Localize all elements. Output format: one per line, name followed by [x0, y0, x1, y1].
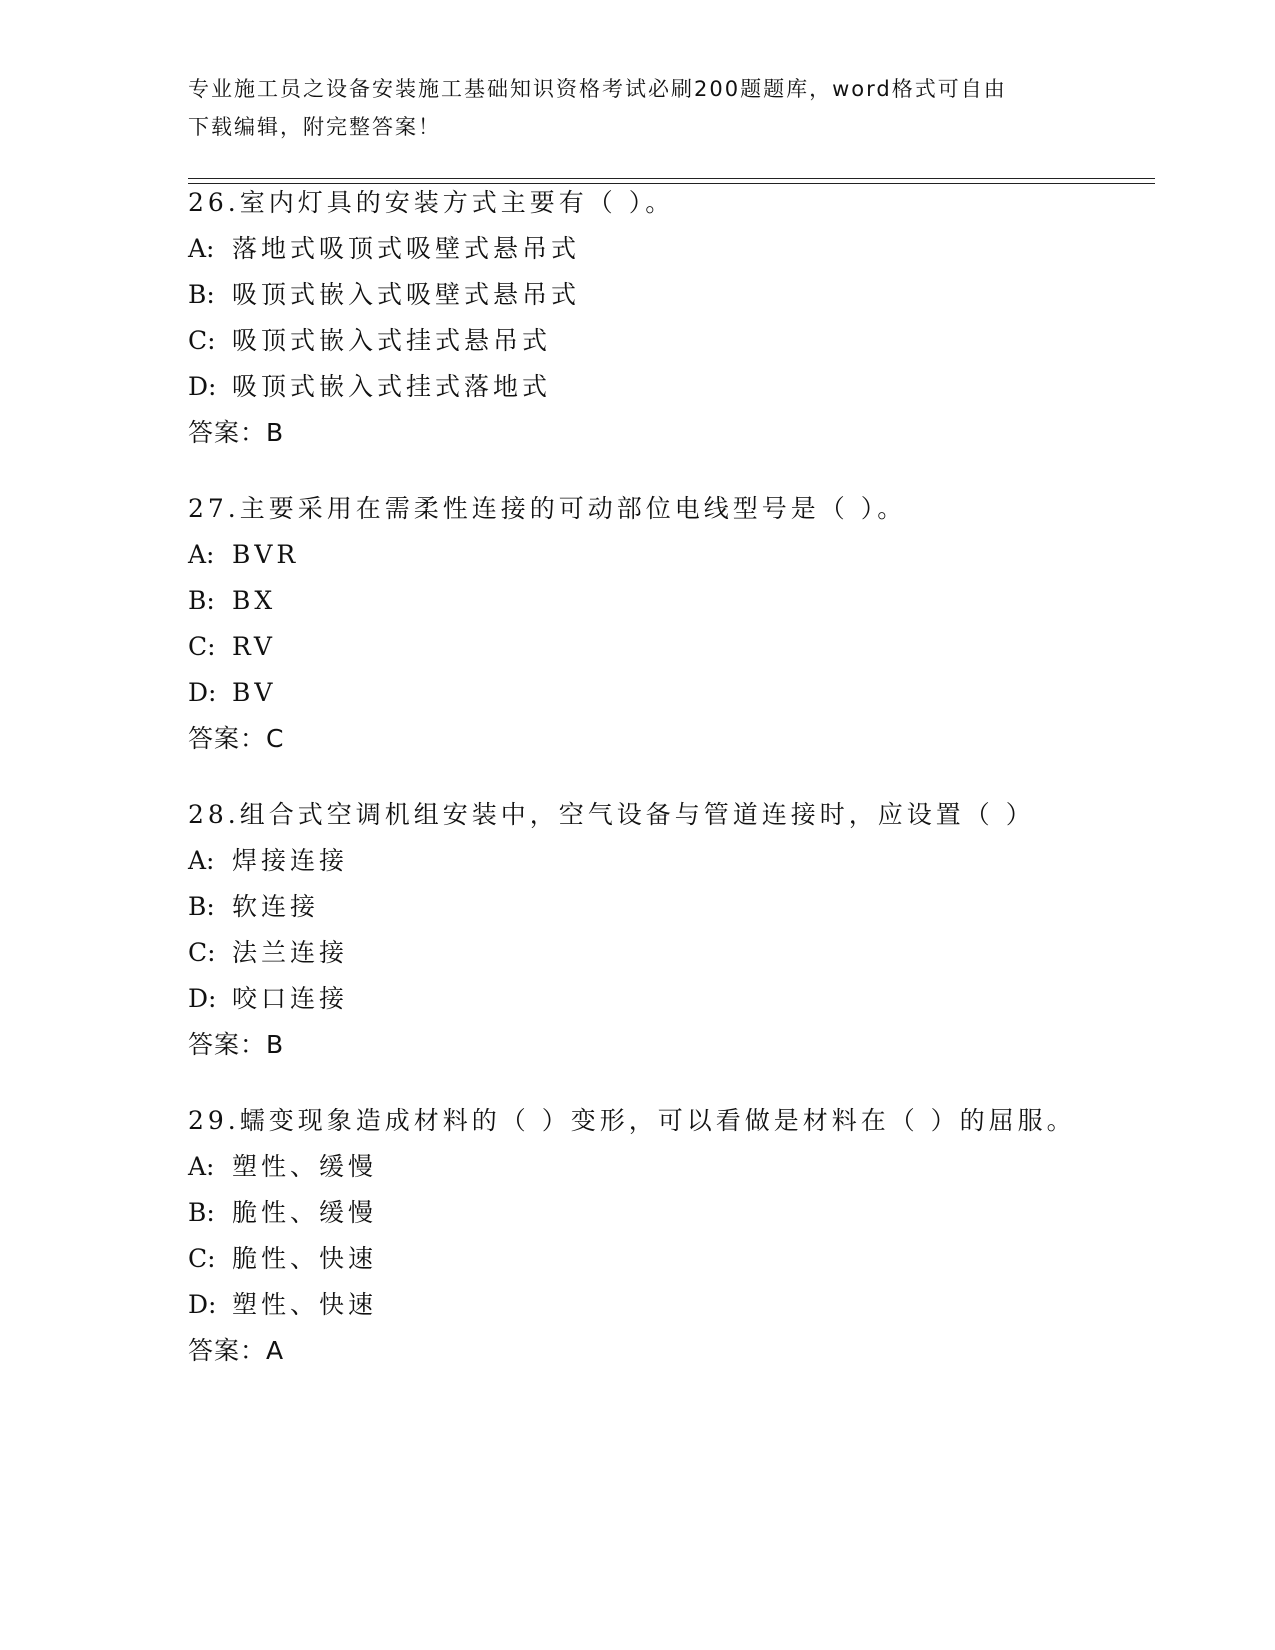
option-label: C:: [188, 938, 216, 967]
option-text: 塑性、快速: [232, 1290, 378, 1319]
option-label: D:: [188, 984, 217, 1013]
option-d: [188, 364, 1148, 410]
option-text: 落地式吸顶式吸壁式悬吊式: [232, 234, 581, 263]
option-c: [188, 930, 1148, 976]
option-c: [188, 624, 1148, 670]
option-label: A:: [188, 1152, 215, 1181]
option-label: B:: [188, 586, 215, 615]
option-label: B:: [188, 280, 215, 309]
option-text: 脆性、快速: [232, 1244, 378, 1273]
option-b: [188, 1190, 1148, 1236]
option-text: 焊接连接: [232, 846, 349, 875]
option-b: [188, 884, 1148, 930]
answer-line: 答案：B: [188, 1030, 285, 1059]
option-d: [188, 976, 1148, 1022]
question-stem: 29.蠕变现象造成材料的（ ）变形，可以看做是材料在（ ）的屈服。: [188, 1106, 1076, 1135]
option-label: D:: [188, 372, 217, 401]
question-block: [188, 486, 1148, 762]
document-header: [188, 70, 1068, 146]
option-text: BX: [232, 586, 277, 615]
option-text: 咬口连接: [232, 984, 349, 1013]
option-a: [188, 838, 1148, 884]
question-stem: 26.室内灯具的安装方式主要有（ ）。: [188, 188, 675, 217]
option-b: [188, 272, 1148, 318]
option-label: D:: [188, 1290, 217, 1319]
answer-line: 答案：B: [188, 418, 285, 447]
option-b: [188, 578, 1148, 624]
question-block: [188, 180, 1148, 456]
option-text: 吸顶式嵌入式挂式悬吊式: [232, 326, 552, 355]
option-text: RV: [232, 632, 276, 661]
option-label: B:: [188, 892, 215, 921]
question-block: [188, 792, 1148, 1068]
option-text: 脆性、缓慢: [232, 1198, 378, 1227]
option-c: [188, 318, 1148, 364]
question-stem: 28.组合式空调机组安装中，空气设备与管道连接时，应设置（ ）: [188, 800, 1035, 829]
option-a: [188, 1144, 1148, 1190]
option-text: BV: [232, 678, 277, 707]
option-text: 软连接: [232, 892, 320, 921]
option-text: 塑性、缓慢: [232, 1152, 378, 1181]
header-divider-top: [188, 178, 1155, 179]
option-text: 法兰连接: [232, 938, 349, 967]
option-a: [188, 532, 1148, 578]
option-label: A:: [188, 540, 215, 569]
option-label: C:: [188, 326, 216, 355]
option-label: A:: [188, 234, 215, 263]
option-d: [188, 1282, 1148, 1328]
option-label: B:: [188, 1198, 215, 1227]
header-line-2: 下载编辑，附完整答案！: [188, 115, 441, 139]
option-text: BVR: [232, 540, 300, 569]
answer-line: 答案：A: [188, 1336, 285, 1365]
answer-line: 答案：C: [188, 724, 285, 753]
option-label: A:: [188, 846, 215, 875]
option-text: 吸顶式嵌入式挂式落地式: [232, 372, 552, 401]
option-label: C:: [188, 632, 216, 661]
option-label: D:: [188, 678, 217, 707]
question-stem: 27.主要采用在需柔性连接的可动部位电线型号是（ ）。: [188, 494, 907, 523]
question-block: [188, 1098, 1148, 1374]
option-text: 吸顶式嵌入式吸壁式悬吊式: [232, 280, 581, 309]
option-d: [188, 670, 1148, 716]
header-line-1: 专业施工员之设备安装施工基础知识资格考试必刷200题题库，word格式可自由: [188, 77, 1007, 101]
option-c: [188, 1236, 1148, 1282]
option-label: C:: [188, 1244, 216, 1273]
option-a: [188, 226, 1148, 272]
